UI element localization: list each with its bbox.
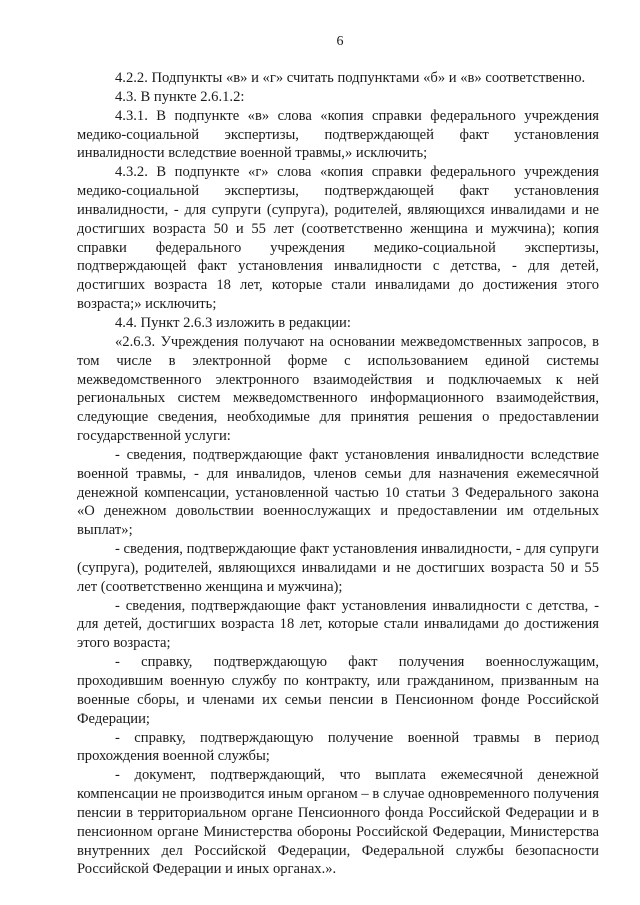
paragraph-4-2-2: 4.2.2. Подпункты «в» и «г» считать подпунктами «б» и «в» соответственно. (115, 70, 586, 86)
list-item-spouse-parents-disability: - сведения, подтверждающие факт установления инвалидности, - для супруги (супруга), родителей, являющихся инвалидами и не достигших возраста 50 и 55 лет (соответственно женщина и мужчина); (77, 541, 599, 595)
list-item-compensation-document: - документ, подтверждающий, что выплата ежемесячной денежной компенсации не производится иным органом – в случае одновременного получения пенсии в территориальном органе Пенсионного фонда Российской Федерации и в пенсионном органе Министерства обороны Российской Федерации, Министерства внутренних дел Российской Федерации, Федеральной службы безопасности Российской Федерации и иных органах.». (77, 767, 599, 878)
document-body (77, 69, 599, 879)
page-number: 6 (336, 34, 344, 49)
list-item-military-trauma-disability: - сведения, подтверждающие факт установления инвалидности вследствие военной травмы, - для инвалидов, членов семьи для назначения ежемесячной денежной компенсации, установленной частью 10 статьи 3 Федерального закона «О денежном довольствии военнослужащих и предоставлении им отдельных выплат»; (77, 446, 599, 539)
list-item-military-trauma-certificate: - справку, подтверждающую получение военной травмы в период прохождения военной службы; (77, 729, 599, 765)
paragraph-4-4: 4.4. Пункт 2.6.3 изложить в редакции: (115, 314, 351, 331)
paragraph-2-6-3: «2.6.3. Учреждения получают на основании межведомственных запросов, в том числе в электронной форме с использованием единой системы межведомственного электронного взаимодействия и подключаемых к ней региональных систем межведомственного информационного взаимодействия, следующие сведения, необходимые для принятия решения о предоставлении государственной услуги: (77, 333, 599, 445)
paragraph-4-3-1: 4.3.1. В подпункте «в» слова «копия справки федерального учреждения медико-социальной экспертизы, подтверждающей факт установления инвалидности вследствие военной травмы,» исключить; (77, 107, 599, 162)
list-item-pension-certificate: - справку, подтверждающую факт получения военнослужащим, проходившим военную службу по контракту, или гражданином, призванным на военные сборы, и членами их семьи пенсии в Пенсионном фонде Российской Федерации; (77, 654, 599, 727)
list-item-childhood-disability: - сведения, подтверждающие факт установления инвалидности с детства, - для детей, достигших возраста 18 лет, которые стали инвалидами до достижения этого возраста; (77, 597, 599, 652)
paragraph-4-3: 4.3. В пункте 2.6.1.2: (115, 88, 245, 105)
paragraph-4-3-2: 4.3.2. В подпункте «г» слова «копия справки федерального учреждения медико-социальной экспертизы, подтверждающей факт установления инвалидности, - для супруги (супруга), родителей, являющихся инвалидами и не достигших возраста 50 и 55 лет (соответственно женщина и мужчина); копия справки федерального учреждения медико-социальной экспертизы, подтверждающей факт установления инвалидности с детства, - для детей, достигших возраста 18 лет, которые стали инвалидами до достижения этого возраста;» исключить; (77, 164, 599, 313)
